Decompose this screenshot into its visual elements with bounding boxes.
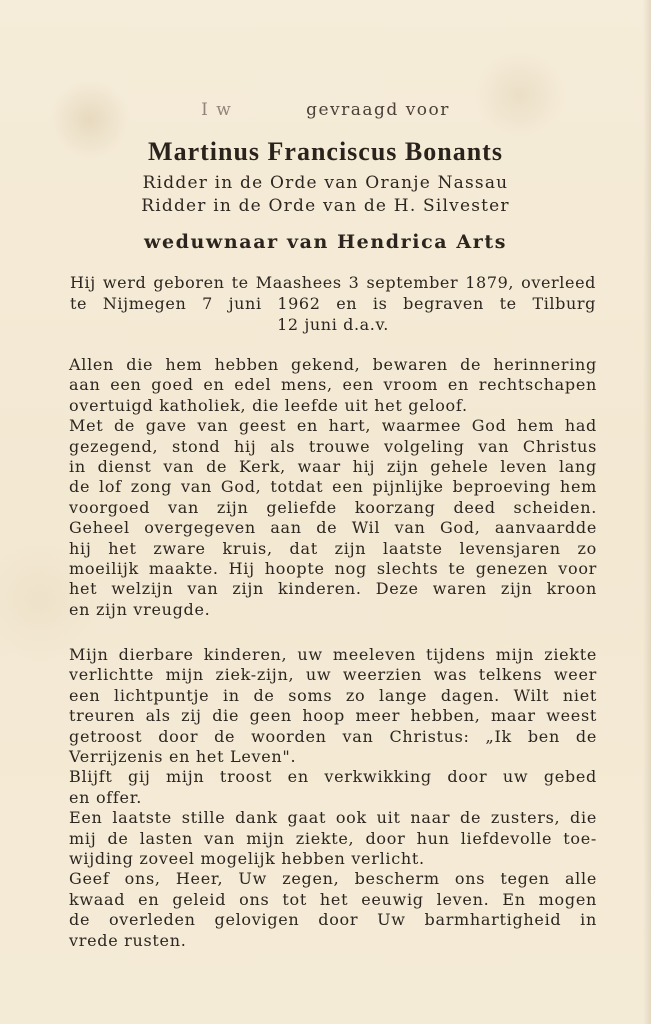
paragraph-line: getroost door de woorden van Christus: „Ik ben de <box>69 726 597 746</box>
paragraph-line: Een laatste stille dank gaat ook uit naar de zusters, die <box>69 808 597 828</box>
paragraph-line: Geef ons, Heer, Uw zegen, bescherm ons tegen alle <box>69 869 597 889</box>
paragraph-line: Verrijzenis en het Leven". <box>69 747 297 767</box>
paragraph-line: Met de gave van geest en hart, waarmee God hem had <box>69 416 597 436</box>
paragraph-line: gezegend, stond hij als trouwe volgeling van Christus <box>69 436 597 456</box>
paragraph-line: hij het zware kruis, dat zijn laatste levensjaren zo <box>69 538 597 558</box>
paragraph-line: wijding zoveel mogelijk hebben verlicht. <box>69 849 425 869</box>
birth-death-line: te Nijmegen 7 juni 1962 en is begraven te Tilburg <box>70 294 596 313</box>
paragraph-line: vrede rusten. <box>69 930 187 950</box>
header-faded-text: I w <box>201 100 233 120</box>
paragraph-line: Blijft gij mijn troost en verkwikking door uw gebed <box>69 767 597 787</box>
header-request-text: gevraagd voor <box>306 100 450 120</box>
paragraph-line: het welzijn van zijn kinderen. Deze waren zijn kroon <box>69 579 597 599</box>
paragraph-line: kwaad en geleid ons tot het eeuwig leven. En mogen <box>69 889 597 909</box>
tribute-paragraph <box>69 355 597 620</box>
paragraph-line: een lichtpuntje in de soms zo lange dagen. Wilt niet <box>69 685 597 705</box>
header-request-line <box>0 100 651 120</box>
birth-death-block <box>70 272 596 335</box>
paragraph-line: voorgoed van zijn geliefde koorzang deed scheiden. <box>69 497 597 517</box>
widower-of-line: weduwnaar van Hendrica Arts <box>143 231 508 253</box>
knighthood-title-2: Ridder in de Orde van de H. Silvester <box>141 196 510 216</box>
paragraph-line: Geheel overgegeven aan de Wil van God, aanvaardde <box>69 518 597 538</box>
personal-message-paragraph <box>69 645 597 951</box>
paragraph-line: moeilijk maakte. Hij hoopte nog slechts te genezen voor <box>69 559 597 579</box>
paragraph-line: en zijn vreugde. <box>69 599 211 619</box>
paragraph-line: en offer. <box>69 787 143 807</box>
paragraph-line: aan een goed en edel mens, een vroom en rechtschapen <box>69 375 597 395</box>
birth-death-line: 12 juni d.a.v. <box>277 315 389 334</box>
birth-death-line: Hij werd geboren te Maashees 3 september 1879, overleed <box>70 273 596 292</box>
knighthood-title-1: Ridder in de Orde van Oranje Nassau <box>142 173 509 193</box>
paragraph-line: Mijn dierbare kinderen, uw meeleven tijdens mijn ziekte <box>69 645 597 664</box>
paragraph-line: verlichtte mijn ziek-zijn, uw weerzien was telkens weer <box>69 665 597 685</box>
paragraph-line: Allen die hem hebben gekend, bewaren de herinnering <box>69 355 597 374</box>
paragraph-line: mij de lasten van mijn ziekte, door hun liefdevolle toe- <box>69 828 597 848</box>
paragraph-line: de overleden gelovigen door Uw barmhartigheid in <box>69 910 597 930</box>
paragraph-line: de lof zong van God, totdat een pijnlijke beproeving hem <box>69 477 597 497</box>
deceased-name: Martinus Franciscus Bonants <box>148 137 503 166</box>
paragraph-line: overtuigd katholiek, die leefde uit het geloof. <box>69 395 468 415</box>
paragraph-line: treuren als zij die geen hoop meer hebben, maar weest <box>69 706 597 726</box>
paragraph-line: in dienst van de Kerk, waar hij zijn gehele leven lang <box>69 457 597 477</box>
